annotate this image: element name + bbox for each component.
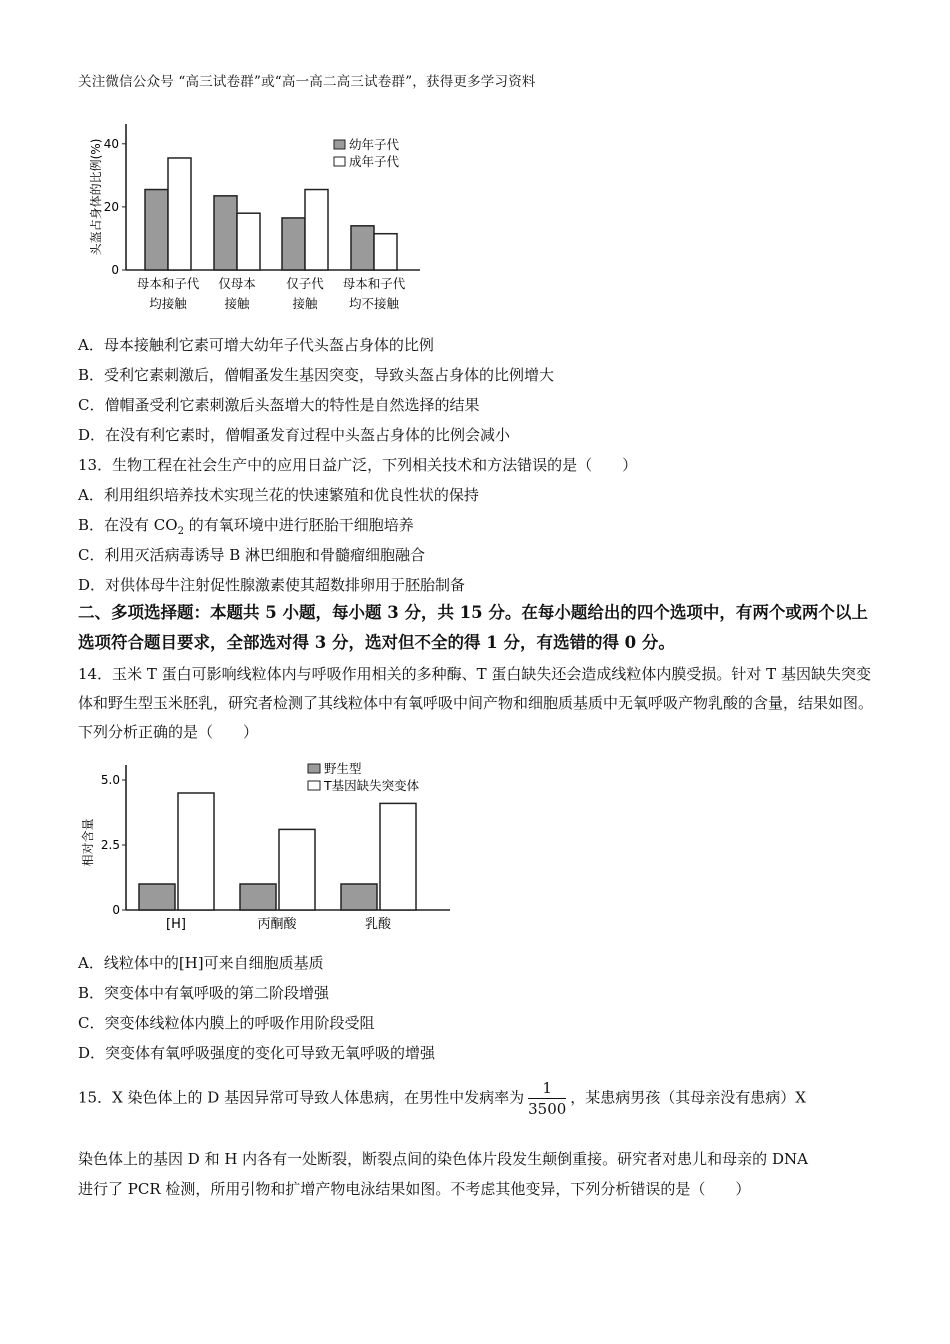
page-header: 关注微信公众号 “高三试卷群”或“高一高二高三试卷群”，获得更多学习资料 [78, 74, 536, 90]
chart1-category-label: 母本和子代 [136, 276, 200, 291]
incidence-fraction: $\frac{1}{3500}$ [528, 1079, 567, 1118]
chart2-bar-wild-type [139, 884, 175, 910]
chart1-category-label: 仅子代 [286, 276, 324, 291]
chart1-legend-label: 幼年子代 [349, 137, 400, 152]
chart1-bar-juvenile [214, 196, 237, 270]
chart1-category-label: 均接触 [149, 296, 187, 311]
q12-option-a: A．母本接触利它素可增大幼年子代头盔占身体的比例 [78, 336, 434, 354]
chart1-category-label: 仅母本 [218, 276, 256, 291]
q13-option-b: B．在没有 $CO_2$ 的有氧环境中进行胚胎干细胞培养 [78, 516, 414, 537]
chart-respiration-products [78, 755, 478, 940]
chart1-legend-label: 成年子代 [349, 154, 400, 169]
chart2-bar-mutant [279, 829, 315, 910]
chart2-y-tick-label: 2.5 [100, 838, 120, 852]
chart2-y-tick-label: 5.0 [100, 773, 120, 787]
chart1-y-tick-label: 0 [111, 263, 119, 277]
chart1-category-label: 均不接触 [348, 296, 400, 311]
chart2-legend-label: T基因缺失突变体 [324, 778, 420, 793]
chart2-category-label: [H] [166, 917, 186, 932]
q12-option-c: C．僧帽蚤受利它素刺激后头盔增大的特性是自然选择的结果 [78, 396, 480, 414]
chart1-category-label: 母本和子代 [342, 276, 406, 291]
chart1-y-tick-label: 40 [103, 136, 119, 151]
chart-helmet-ratio [78, 118, 428, 318]
chart2-bar-mutant [380, 803, 416, 910]
chart1-category-label: 接触 [292, 296, 318, 311]
chart2-legend-swatch [308, 781, 320, 790]
q15-line1: 15．X 染色体上的 D 基因异常可导致人体患病，在男性中发病率为 $\frac{1}{3500}$ ，某患病男孩（其母亲没有患病）X [78, 1079, 806, 1118]
chart2-y-tick-label: 0 [112, 903, 120, 917]
q14-option-b: B．突变体中有氧呼吸的第二阶段增强 [78, 984, 330, 1002]
chart1-bar-adult [168, 158, 191, 270]
chart2-y-axis-label: 相对含量 [81, 818, 95, 867]
q13-option-c: C．利用灭活病毒诱导 B 淋巴细胞和骨髓瘤细胞融合 [78, 546, 426, 564]
q12-option-b: B．受利它素刺激后，僧帽蚤发生基因突变，导致头盔占身体的比例增大 [78, 366, 555, 384]
q14-stem: 14．玉米 T 蛋白可影响线粒体内与呼吸作用相关的多种酶、T 蛋白缺失还会造成线粒体内膜受损。针对 T 基因缺失突变体和野生型玉米胚乳，研究者检测了其线粒体中有氧呼吸中间产物和细胞质基质中无氧呼吸产物乳酸的含量，结果如图。下列分析正确的是（ ） [78, 665, 874, 741]
section-2-heading: 二、多项选择题：本题共 5 小题，每小题 3 分，共 15 分。在每小题给出的四个选项中，有两个或两个以上选项符合题目要求，全部选对得 3 分，选对但不全的得 1 分，有选错的得 0 分。 [78, 603, 868, 652]
chart2-category-label: 丙酮酸 [257, 917, 297, 932]
chart1-bar-adult [374, 234, 397, 270]
chart2-bar-wild-type [341, 884, 377, 910]
chart1-category-label: 接触 [224, 296, 250, 311]
chart2-bar-wild-type [240, 884, 276, 910]
q15-line3: 进行了 PCR 检测，所用引物和扩增产物电泳结果如图。不考虑其他变异，下列分析错误的是（ ） [78, 1180, 751, 1198]
chart2-bar-mutant [178, 793, 214, 910]
q14-option-d: D．突变体有氧呼吸强度的变化可导致无氧呼吸的增强 [78, 1044, 436, 1062]
chart1-bar-adult [305, 190, 328, 270]
q13-stem: 13．生物工程在社会生产中的应用日益广泛，下列相关技术和方法错误的是（ ） [78, 456, 638, 474]
chart1-legend-swatch [334, 157, 345, 166]
chart1-bar-adult [237, 213, 260, 270]
chart2-legend-swatch [308, 764, 320, 773]
q13-option-d: D．对供体母牛注射促性腺激素使其超数排卵用于胚胎制备 [78, 576, 466, 594]
chart1-bar-juvenile [282, 218, 305, 270]
chart2-legend-label: 野生型 [324, 761, 362, 776]
q15-line2: 染色体上的基因 D 和 H 内各有一处断裂，断裂点间的染色体片段发生颠倒重接。研究者对患儿和母亲的 DNA [78, 1150, 808, 1168]
chart2-category-label: 乳酸 [364, 917, 392, 932]
q13-option-a: A．利用组织培养技术实现兰花的快速繁殖和优良性状的保持 [78, 486, 479, 504]
q14-option-c: C．突变体线粒体内膜上的呼吸作用阶段受阻 [78, 1014, 375, 1032]
q14-option-a: A．线粒体中的[H]可来自细胞质基质 [78, 954, 324, 972]
chart1-bar-juvenile [351, 226, 374, 270]
chart1-y-tick-label: 20 [103, 199, 119, 214]
chart1-bar-juvenile [145, 190, 168, 270]
chart1-legend-swatch [334, 140, 345, 149]
chart1-plot [88, 124, 420, 311]
chart1-y-axis-label: 头盔占身体的比例(%) [89, 138, 103, 256]
chart2-plot [80, 761, 450, 932]
q12-option-d: D．在没有利它素时，僧帽蚤发育过程中头盔占身体的比例会减小 [78, 426, 511, 444]
